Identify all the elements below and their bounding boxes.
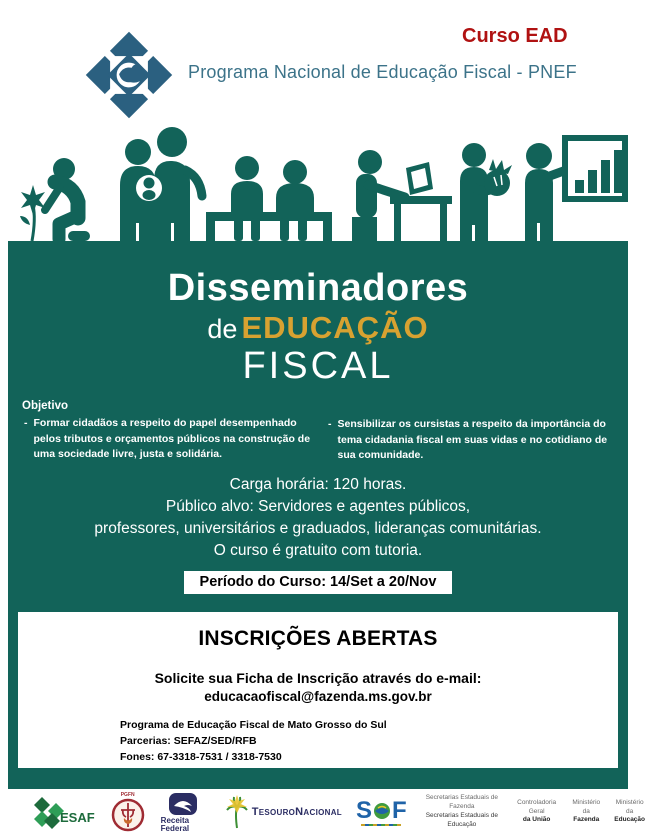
cgu-line2: da União	[522, 816, 551, 824]
pgfn-crest-icon	[111, 798, 145, 832]
organizer-partners: Parcerias: SEFAZ/SED/RFB	[120, 734, 257, 747]
objective-heading: Objetivo	[22, 399, 69, 412]
registration-heading: INSCRIÇÕES ABERTAS	[198, 627, 438, 650]
ministerio-educacao-logo	[614, 799, 645, 825]
poster-title-line3: FISCAL	[242, 344, 394, 387]
registration-email: educacaofiscal@fazenda.ms.gov.br	[204, 689, 432, 704]
mf-line1: Ministério da	[572, 798, 601, 815]
course-audience-1: Público alvo: Servidores e agentes públicos,	[165, 498, 471, 516]
secretarias-line2: Secretarias Estaduais de Educação	[425, 812, 498, 828]
organizer-info	[120, 718, 618, 765]
tesouro-palm-icon	[224, 795, 250, 829]
partner-logos-strip	[0, 792, 645, 832]
receita-federal-logo	[161, 792, 206, 832]
course-audience-2: professores, universitários e graduados, lideranças comunitárias.	[94, 520, 542, 538]
cgu-logo	[515, 799, 558, 825]
program-title: Programa Nacional de Educação Fiscal - PNEF	[188, 62, 577, 82]
registration-section	[18, 612, 618, 768]
bullet-dash: -	[24, 416, 28, 429]
course-free: O curso é gratuito com tutoria.	[213, 542, 423, 560]
mf-line2: Fazenda	[573, 816, 600, 824]
cgu-line1: Controladoria Geral	[517, 798, 557, 815]
organizer-phones: Fones: 67-3318-7531 / 3318-7530	[120, 750, 282, 763]
course-info	[8, 474, 628, 562]
objective-bullet-right-text: Sensibilizar os cursistas a respeito da importância do tema cidadania fiscal em suas vidas e no cotidiano de sua comunidade.	[337, 417, 608, 462]
objective-bullet-left-text: Formar cidadãos a respeito do papel desempenhado pelos tributos e orçamentos públicos na construção de uma sociedade livre, justa e solidária.	[33, 416, 311, 461]
course-period-box: Período do Curso: 14/Set a 20/Nov	[184, 571, 453, 594]
presenter-chart-icon	[525, 138, 625, 241]
sof-letter-f: F	[391, 796, 407, 824]
citizens-illustration	[8, 125, 628, 242]
objective-bullet-right	[326, 417, 626, 464]
sof-letter-s: S	[355, 796, 372, 824]
title-educacao: EDUCAÇÃO	[241, 309, 429, 345]
bottom-teal-bar	[8, 768, 628, 789]
esaf-label: ESAF	[60, 809, 95, 825]
laptop-person-icon	[352, 150, 452, 241]
frame-right	[618, 612, 628, 768]
tesouro-nacional-logo	[224, 795, 342, 829]
esaf-logo	[32, 795, 95, 829]
poster-title-line1: Disseminadores	[167, 267, 469, 309]
secretarias-logo	[423, 794, 501, 829]
organizer-name: Programa de Educação Fiscal de Mato Grosso do Sul	[120, 719, 387, 731]
objective-bullet-left	[22, 416, 314, 463]
sof-subtext-bar	[361, 824, 401, 826]
secretarias-line1: Secretarias Estaduais de Fazenda	[425, 794, 498, 811]
family-icon	[120, 127, 202, 241]
bullet-dash: -	[328, 417, 332, 430]
me-line1: Ministério da	[615, 798, 644, 815]
title-de: de	[207, 313, 238, 344]
receita-eagle-icon	[168, 792, 198, 816]
sof-logo	[355, 796, 407, 826]
ministerio-fazenda-logo	[572, 799, 600, 825]
sof-globe-icon	[373, 802, 391, 820]
registration-request-line: Solicite sua Ficha de Inscrição através do e-mail:	[154, 670, 482, 686]
pnef-logo-icon	[84, 30, 174, 120]
pgfn-logo	[111, 793, 145, 832]
objective-section	[8, 400, 628, 464]
main-banner	[8, 241, 628, 612]
course-modality-badge: Curso EAD	[462, 25, 568, 47]
course-hours: Carga horária: 120 horas.	[229, 476, 407, 494]
tesouro-nacional-label: TesouroNacional	[251, 806, 342, 818]
me-line2: Educação	[614, 816, 645, 824]
receita-federal-label: Receita Federal	[160, 815, 190, 832]
poster-title-line2	[8, 309, 628, 345]
bench-couple-icon	[206, 156, 332, 241]
frame-left	[8, 612, 18, 768]
kneeling-person-icon	[45, 158, 90, 241]
pgfn-label: PGFN	[120, 791, 135, 798]
bouquet-person-icon	[460, 143, 512, 241]
